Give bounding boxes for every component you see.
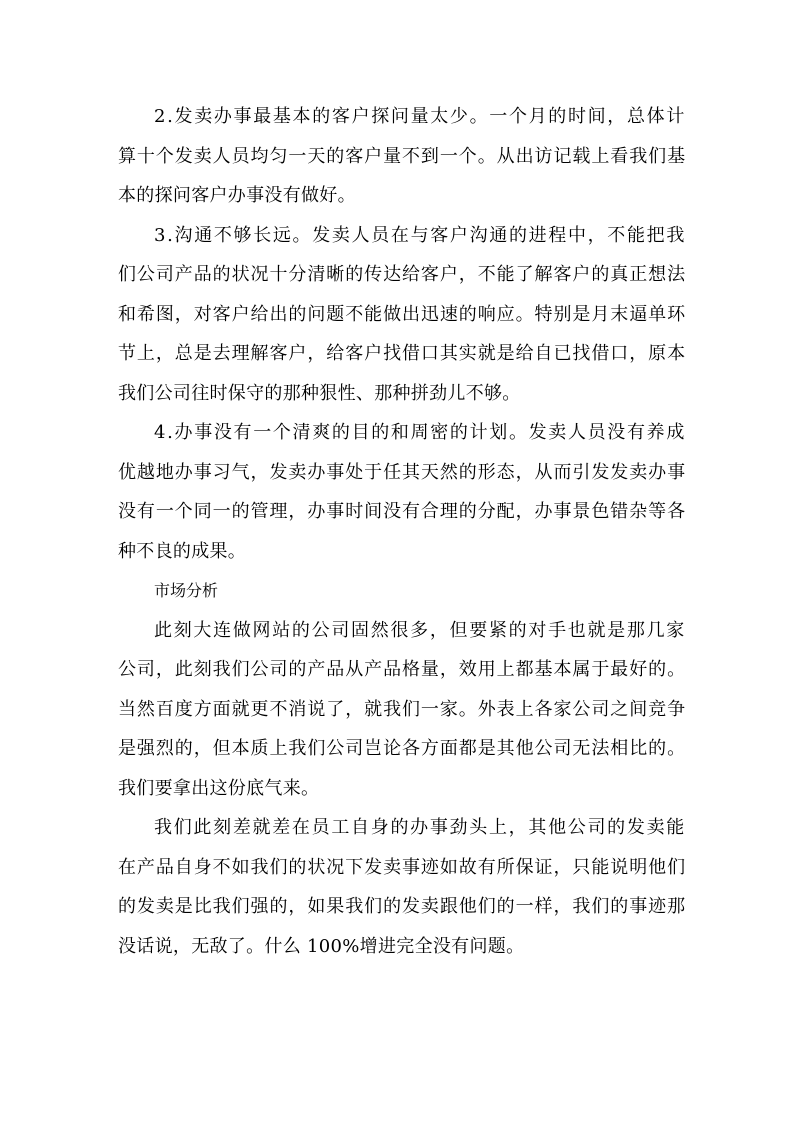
text-line: 公司，此刻我们公司的产品从产品格量，效用上都基本属于最好的。 bbox=[118, 659, 686, 680]
text-line: 当然百度方面就更不消说了，就我们一家。外表上各家公司之间竞争 bbox=[118, 698, 686, 720]
text-line: 3.沟通不够长远。发卖人员在与客户沟通的进程中，不能把我 bbox=[154, 224, 686, 246]
document-body bbox=[118, 97, 686, 966]
text-line: 没话说，无敌了。什么 100%增进完全没有问题。 bbox=[118, 935, 525, 957]
text-line: 种不良的成果。 bbox=[118, 540, 247, 562]
text-line: 2.发卖办事最基本的客户探问量太少。一个月的时间，总体计 bbox=[154, 106, 686, 127]
text-line: 4.办事没有一个清爽的目的和周密的计划。发卖人员没有养成 bbox=[154, 422, 686, 443]
section-heading: 市场分析 bbox=[154, 581, 219, 600]
text-line: 此刻大连做网站的公司固然很多，但要紧的对手也就是那几家 bbox=[154, 619, 686, 641]
text-line: 们公司产品的状况十分清晰的传达给客户，不能了解客户的真正想法 bbox=[118, 264, 686, 285]
paragraph-sales-visits bbox=[118, 97, 686, 216]
text-line: 我们要拿出这份底气来。 bbox=[118, 777, 320, 799]
paragraph-market bbox=[118, 611, 686, 809]
text-line: 没有一个同一的管理，办事时间没有合理的分配，办事景色错杂等各 bbox=[118, 501, 686, 522]
paragraph-communication bbox=[118, 216, 686, 414]
text-line: 优越地办事习气，发卖办事处于任其天然的形态，从而引发发卖办事 bbox=[118, 461, 686, 483]
text-line: 算十个发卖人员均匀一天的客户量不到一个。从出访记载上看我们基 bbox=[118, 145, 686, 167]
paragraph-staff-drive bbox=[118, 808, 686, 966]
text-line: 本的探问客户办事没有做好。 bbox=[118, 185, 356, 206]
text-line: 和希图，对客户给出的问题不能做出迅速的响应。特别是月末逼单环 bbox=[118, 303, 686, 325]
text-line: 我们此刻差就差在员工自身的办事劲头上，其他公司的发卖能 bbox=[154, 817, 686, 838]
text-line: 在产品自身不如我们的状况下发卖事迹如故有所保证，只能说明他们 bbox=[118, 856, 686, 878]
text-line: 的发卖是比我们强的，如果我们的发卖跟他们的一样，我们的事迹那 bbox=[118, 896, 686, 917]
text-line: 我们公司往时保守的那种狠性、那种拼劲儿不够。 bbox=[118, 382, 521, 404]
text-line: 节上，总是去理解客户，给客户找借口其实就是给自已找借口，原本 bbox=[118, 343, 686, 364]
paragraph-planning bbox=[118, 413, 686, 571]
text-line: 是强烈的，但本质上我们公司岂论各方面都是其他公司无法相比的。 bbox=[118, 738, 686, 759]
